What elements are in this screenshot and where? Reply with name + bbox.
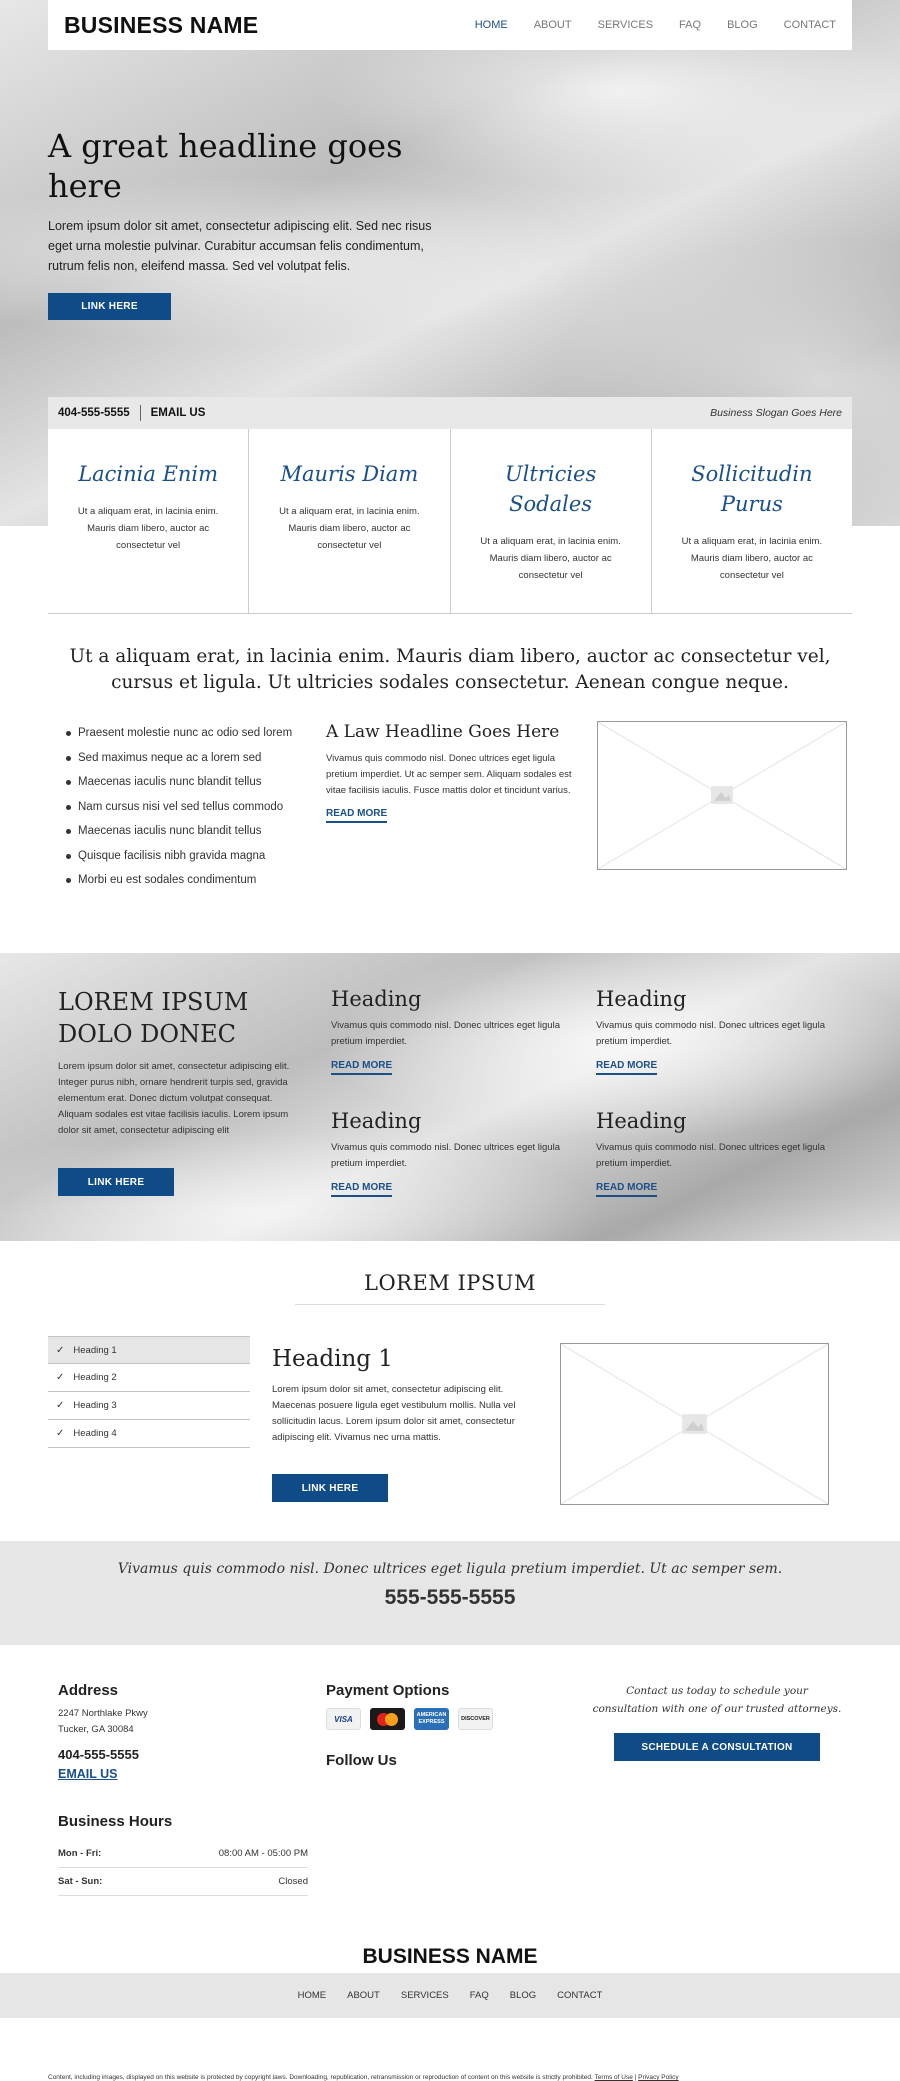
hero-paragraph: Lorem ipsum dolor sit amet, consectetur adipiscing elit. Sed nec risus eget urna molestie pulvinar. Curabitur accumsan felis condimentum, rutrum felis non, eleifend massa. Sed vel volutpat felis. — [48, 219, 432, 273]
tab-link-button[interactable]: LINK HERE — [272, 1474, 388, 1502]
checkmark-icon: ✓ — [56, 1344, 65, 1356]
hours-time: 08:00 AM - 05:00 PM — [218, 1848, 308, 1859]
hero-headline: A great headline goes here — [48, 127, 403, 205]
schedule-consultation-button[interactable]: SCHEDULE A CONSULTATION — [614, 1733, 820, 1761]
feature-card — [652, 429, 852, 613]
checkmark-icon: ✓ — [56, 1428, 65, 1439]
read-more-link[interactable]: READ MORE — [331, 1060, 392, 1075]
address-line: Tucker, GA 30084 — [58, 1724, 134, 1735]
main-nav — [475, 19, 836, 31]
cta-phone[interactable]: 555-555-5555 — [384, 1586, 516, 1609]
block-heading: Heading — [331, 1109, 422, 1133]
list-item: Maecenas iaculis nunc blandit tellus — [66, 819, 313, 844]
image-placeholder — [597, 721, 847, 870]
consult-column — [592, 1682, 842, 1761]
law-section — [48, 721, 852, 891]
lorem-title — [58, 986, 308, 1050]
tab-list — [48, 1336, 250, 1448]
tab-label: Heading 4 — [73, 1428, 117, 1439]
list-item: Nam cursus nisi vel sed tellus commodo — [66, 795, 313, 820]
list-item: Morbi eu est sodales condimentum — [66, 868, 313, 893]
checkmark-icon: ✓ — [56, 1400, 65, 1411]
block-heading: Heading — [596, 1109, 687, 1133]
lorem-link-button[interactable]: LINK HERE — [58, 1168, 174, 1196]
tab-label: Heading 3 — [73, 1400, 117, 1411]
bullet-list — [48, 721, 313, 891]
intro-statement: Ut a aliquam erat, in lacinia enim. Mauris diam libero, auctor ac consectetur vel, cursus et ligula. Ut ultricies sodales consectetur. Aenean congue neque. — [69, 646, 831, 693]
block-text: Vivamus quis commodo nisl. Donec ultrices eget ligula pretium imperdiet. — [331, 1020, 560, 1047]
hours-row — [58, 1840, 308, 1868]
footer-nav — [0, 1973, 900, 2018]
read-more-link[interactable]: READ MORE — [326, 808, 387, 823]
discover-icon: DISCOVER — [458, 1708, 493, 1730]
tab-heading-2[interactable] — [48, 1364, 250, 1392]
address-text — [58, 1706, 308, 1738]
heading-block — [596, 1108, 841, 1197]
address-line: 2247 Northlake Pkwy — [58, 1708, 148, 1719]
hero-section — [0, 0, 900, 581]
consult-text: Contact us today to schedule your consultation with one of our trusted attorneys. — [592, 1685, 842, 1715]
cta-band — [0, 1541, 900, 1645]
law-headline: A Law Headline Goes Here — [326, 722, 560, 742]
card-text: Ut a aliquam erat, in lacinia enim. Mauris diam libero, auctor ac consectetur vel — [681, 536, 823, 581]
block-text: Vivamus quis commodo nisl. Donec ultrices eget ligula pretium imperdiet. — [331, 1142, 560, 1169]
hero-text — [48, 126, 448, 276]
feature-cards — [48, 429, 852, 614]
contact-bar — [48, 397, 852, 429]
block-heading: Heading — [331, 987, 422, 1011]
feature-panel — [48, 397, 852, 614]
top-navbar — [48, 0, 852, 50]
contact-phone[interactable]: 404-555-5555 — [58, 407, 130, 419]
follow-title: Follow Us — [326, 1752, 397, 1769]
hours-time: Closed — [278, 1876, 308, 1887]
nav-contact[interactable]: CONTACT — [783, 19, 836, 31]
mastercard-icon — [370, 1708, 405, 1730]
feature-card — [48, 429, 249, 613]
divider — [140, 405, 141, 421]
law-paragraph: Vivamus quis commodo nisl. Donec ultrices eget ligula pretium imperdiet. Ut ac semper sem. Aliquam sodales est vitae facilisis iaculis. Fusce mattis dolor et tincidunt varius. — [326, 753, 572, 796]
tab-heading-1[interactable] — [48, 1336, 250, 1364]
footer-info — [0, 1645, 900, 1925]
legal-text: Content, including images, displayed on this website is protected by copyright laws. Downloading, republication, retransmission or reproduction of content on this website is strictly prohibited. — [48, 2074, 593, 2081]
business-slogan: Business Slogan Goes Here — [710, 407, 842, 419]
tab-label: Heading 2 — [73, 1372, 117, 1383]
footer-nav-blog[interactable]: BLOG — [509, 1990, 537, 2001]
lorem-section — [0, 953, 900, 1241]
block-text: Vivamus quis commodo nisl. Donec ultrices eget ligula pretium imperdiet. — [596, 1020, 825, 1047]
payment-column — [326, 1682, 576, 1769]
payment-cards — [326, 1708, 576, 1730]
tab-label: Heading 1 — [73, 1344, 117, 1356]
read-more-link[interactable]: READ MORE — [596, 1182, 657, 1197]
heading-block — [331, 986, 576, 1075]
contact-email-link[interactable]: EMAIL US — [150, 407, 206, 419]
feature-card — [451, 429, 652, 613]
hours-days: Sat - Sun: — [58, 1876, 103, 1887]
list-item: Praesent molestie nunc ac odio sed lorem — [66, 721, 313, 746]
card-title: Lacinia Enim — [78, 462, 219, 486]
visa-icon: VISA — [326, 1708, 361, 1730]
tab-content-heading: Heading 1 — [272, 1346, 393, 1372]
terms-link[interactable]: Terms of Use — [594, 2074, 633, 2081]
list-item: Maecenas iaculis nunc blandit tellus — [66, 770, 313, 795]
card-text: Ut a aliquam erat, in lacinia enim. Mauris diam libero, auctor ac consectetur vel — [77, 506, 219, 551]
block-heading: Heading — [596, 987, 687, 1011]
footer-email-link[interactable]: EMAIL US — [58, 1767, 118, 1781]
read-more-link[interactable]: READ MORE — [596, 1060, 657, 1075]
hours-title: Business Hours — [58, 1813, 173, 1830]
lorem-title-line1: LOREM IPSUM — [58, 988, 249, 1016]
nav-about[interactable]: ABOUT — [533, 19, 572, 31]
hours-row — [58, 1868, 308, 1896]
nav-faq[interactable]: FAQ — [679, 19, 702, 31]
hero-link-button[interactable]: LINK HERE — [48, 293, 171, 320]
hours-days: Mon - Fri: — [58, 1848, 102, 1859]
hours-table — [58, 1840, 308, 1896]
footer-nav-about[interactable]: ABOUT — [347, 1990, 380, 2001]
privacy-link[interactable]: Privacy Policy — [638, 2074, 679, 2081]
tab-content — [272, 1344, 537, 1446]
heading-block — [596, 986, 841, 1075]
image-placeholder — [560, 1343, 829, 1505]
list-item: Quisque facilisis nibh gravida magna — [66, 844, 313, 869]
image-placeholder-icon — [561, 1344, 828, 1504]
heading-block — [331, 1108, 576, 1197]
tab-heading-3[interactable] — [48, 1392, 250, 1420]
footer-nav-faq[interactable]: FAQ — [469, 1990, 489, 2001]
feature-card — [249, 429, 450, 613]
lorem-paragraph: Lorem ipsum dolor sit amet, consectetur adipiscing elit. Integer purus nibh, ornare hendrerit turpis sed, gravida elementum erat. Donec dictum volutpat consequat. Aliquam sodales est vitae facilisis iaculis. Lorem ipsum dolor sit amet, consectetur adipiscing elit — [58, 1061, 290, 1136]
tab-heading-4[interactable] — [48, 1420, 250, 1448]
card-title: Ultricies Sodales — [504, 462, 597, 516]
footer-nav-home[interactable]: HOME — [297, 1990, 327, 2001]
cta-text: Vivamus quis commodo nisl. Donec ultrices eget ligula pretium imperdiet. Ut ac semper sem. — [117, 1561, 783, 1577]
tabs-section — [0, 1241, 900, 1541]
law-text-block — [313, 721, 585, 891]
nav-blog[interactable]: BLOG — [727, 19, 758, 31]
nav-home[interactable]: HOME — [474, 19, 508, 31]
card-title: Sollicitudin Purus — [691, 462, 813, 516]
lorem-intro — [58, 986, 308, 1139]
footer-business-name: BUSINESS NAME — [362, 1945, 538, 1968]
amex-icon: AMERICAN EXPRESS — [414, 1708, 449, 1730]
address-title: Address — [58, 1682, 119, 1699]
footer-nav-services[interactable]: SERVICES — [400, 1990, 449, 2001]
card-text: Ut a aliquam erat, in lacinia enim. Mauris diam libero, auctor ac consectetur vel — [279, 506, 420, 551]
legal-notice: Content, including images, displayed on this website is protected by copyright laws. Downloading, republication, retransmission or reproduction of content on this website is strictly prohibited. Terms of Use | Privacy Policy — [48, 2074, 679, 2081]
image-placeholder-icon — [598, 722, 846, 869]
nav-services[interactable]: SERVICES — [597, 19, 654, 31]
payment-title: Payment Options — [326, 1682, 450, 1699]
checkmark-icon: ✓ — [56, 1372, 65, 1383]
address-column — [58, 1682, 308, 1896]
section-title: LOREM IPSUM — [295, 1271, 605, 1305]
site-logo[interactable]: BUSINESS NAME — [64, 11, 259, 38]
block-text: Vivamus quis commodo nisl. Donec ultrices eget ligula pretium imperdiet. — [596, 1142, 825, 1169]
footer-nav-contact[interactable]: CONTACT — [557, 1990, 603, 2001]
tab-content-text: Lorem ipsum dolor sit amet, consectetur adipiscing elit. Maecenas posuere ligula eget vestibulum mollis. Nulla vel sollicitudin lacus. Lorem ipsum dolor sit amet, consectetur adipiscing elit. Vivamus nec urna mattis. — [272, 1384, 516, 1443]
read-more-link[interactable]: READ MORE — [331, 1182, 392, 1197]
list-item: Sed maximus neque ac a lorem sed — [66, 746, 313, 771]
card-title: Mauris Diam — [280, 462, 419, 486]
lorem-title-line2: DOLO DONEC — [58, 1020, 236, 1048]
card-text: Ut a aliquam erat, in lacinia enim. Mauris diam libero, auctor ac consectetur vel — [480, 536, 621, 581]
footer-phone[interactable]: 404-555-5555 — [58, 1747, 139, 1762]
